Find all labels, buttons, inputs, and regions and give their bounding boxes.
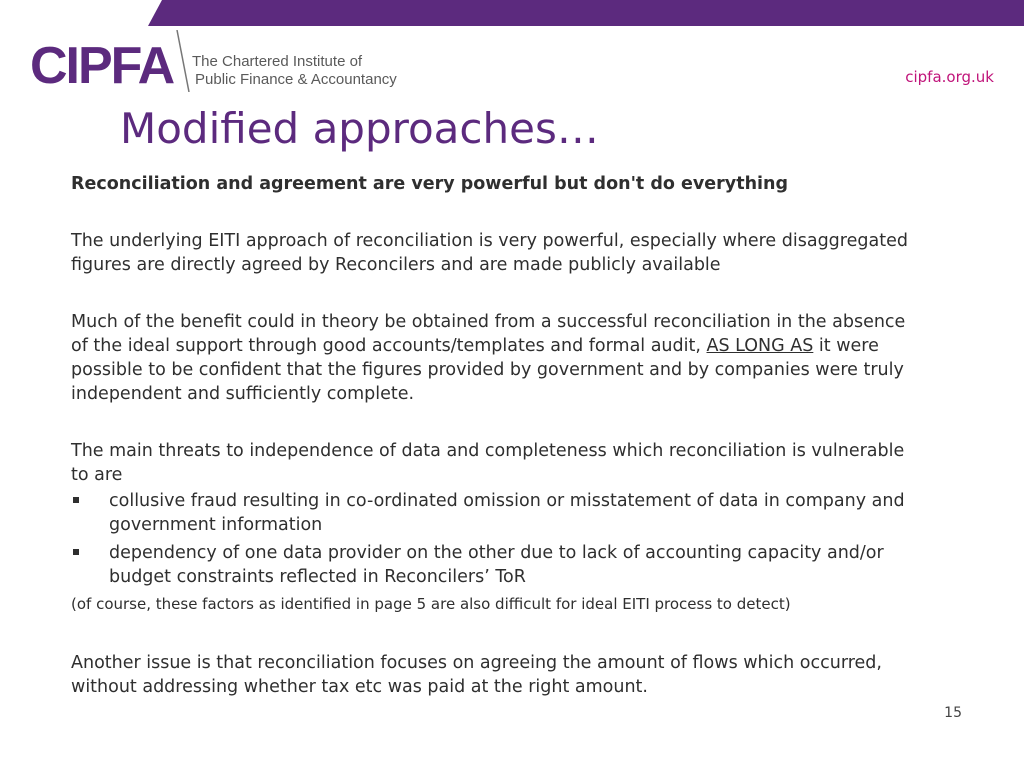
paragraph-threats: The main threats to independence of data and completeness which reconciliation is vulnerable to are [71,441,905,485]
list-item-text: dependency of one data provider on the other due to lack of accounting capacity and/or budget constraints reflected in Reconcilers’ ToR [109,543,884,587]
paragraph-eiti-approach: The underlying EITI approach of reconciliation is very powerful, especially where disaggregated figures are directly agreed by Reconcilers and are made publicly available [71,231,908,275]
logo-divider [176,30,190,92]
logo-tagline-line1: The Chartered Institute of [192,53,363,70]
paragraph-benefit [71,310,921,406]
note-text: (of course, these factors as identified in page 5 are also difficult for ideal EITI process to detect) [71,595,791,613]
paragraph-benefit-text-start: Much of the benefit could in theory be obtained from a successful reconciliation in the absence of the ideal support through good accounts/templates and formal audit, [71,312,906,356]
list-item [71,541,921,589]
slide-title: Modified approaches… [120,104,599,153]
square-bullet-icon [73,497,79,503]
logo-tagline-line2: Public Finance & Accountancy [195,71,397,88]
logo-tagline [192,53,397,89]
header-bar [148,0,1024,26]
slide-content [71,172,921,699]
cipfa-logo: CIPFA [30,37,174,95]
list-item [71,489,921,537]
paragraph-another-issue: Another issue is that reconciliation focuses on agreeing the amount of flows which occurred, without addressing whether tax etc was paid at the right amount. [71,653,882,697]
page-number: 15 [944,705,962,721]
emphasis-as-long-as: AS LONG AS [706,336,814,356]
square-bullet-icon [73,549,79,555]
header-bar-wedge [148,0,162,26]
paragraph-benefit-text-end: it were possible to be confident that the figures provided by government and by companies were truly independent and sufficiently complete. [71,336,904,404]
site-url[interactable]: cipfa.org.uk [905,68,994,86]
list-item-text: collusive fraud resulting in co-ordinated omission or misstatement of data in company and government information [109,491,905,535]
lead-statement: Reconciliation and agreement are very powerful but don't do everything [71,174,789,194]
